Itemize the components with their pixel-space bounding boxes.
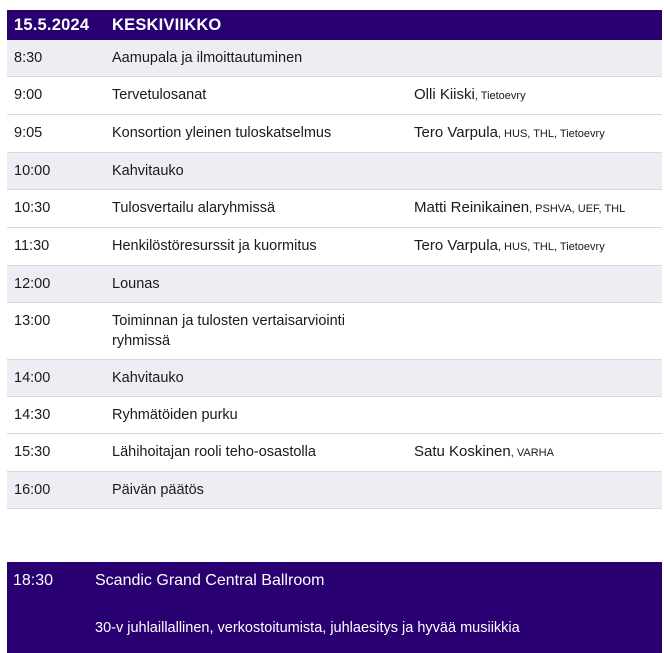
schedule-row	[7, 115, 662, 153]
schedule-rows	[7, 40, 662, 509]
day-schedule-table	[7, 10, 662, 509]
time-cell: 12:00	[14, 276, 51, 292]
time-cell: 8:30	[14, 50, 43, 66]
speaker-cell	[414, 236, 662, 257]
time-cell: 11:30	[14, 238, 50, 254]
schedule-row	[7, 303, 662, 360]
evening-description: 30-v juhlaillallinen, verkostoitumista, juhlaesitys ja hyvää musiikkia	[95, 620, 520, 636]
evening-header-line	[13, 571, 662, 591]
speaker-cell	[414, 123, 662, 144]
time-cell: 14:30	[14, 407, 51, 423]
speaker-cell	[414, 85, 662, 106]
speaker-name: Satu Koskinen	[414, 443, 511, 460]
evening-venue: Scandic Grand Central Ballroom	[95, 572, 325, 589]
speaker-affiliation: , HUS, THL, Tietoevry	[497, 128, 605, 140]
time-cell: 10:00	[14, 163, 51, 179]
schedule-row	[7, 434, 662, 472]
day-header-weekday: KESKIVIIKKO	[112, 15, 222, 34]
evening-time: 18:30	[13, 572, 54, 589]
schedule-row	[7, 397, 662, 434]
speaker-affiliation: , PSHVA, UEF, THL	[529, 203, 626, 215]
evening-event-block	[7, 562, 662, 653]
speaker-name: Tero Varpula	[414, 237, 498, 254]
time-cell: 9:00	[14, 87, 43, 103]
event-title: Kahvitauko	[112, 370, 184, 386]
event-title: Konsortion yleinen tuloskatselmus	[112, 125, 332, 141]
time-cell: 14:00	[14, 370, 51, 386]
speaker-affiliation: , Tietoevry	[474, 90, 526, 102]
speaker-name: Tero Varpula	[414, 124, 498, 141]
event-title: Kahvitauko	[112, 163, 184, 179]
speaker-affiliation: , HUS, THL, Tietoevry	[497, 241, 605, 253]
schedule-row	[7, 77, 662, 115]
speaker-cell	[414, 198, 662, 219]
time-cell: 9:05	[14, 125, 43, 141]
agenda-page	[0, 10, 664, 653]
time-cell: 13:00	[14, 313, 51, 329]
schedule-row	[7, 40, 662, 77]
speaker-cell	[414, 442, 662, 463]
schedule-row	[7, 228, 662, 266]
event-title: Päivän päätös	[112, 482, 204, 498]
event-title: Tervetulosanat	[112, 87, 207, 103]
event-title: Tulosvertailu alaryhmissä	[112, 200, 276, 216]
schedule-row	[7, 190, 662, 228]
time-cell: 15:30	[14, 444, 51, 460]
day-header	[7, 10, 662, 40]
time-cell: 10:30	[14, 200, 51, 216]
event-title: Ryhmätöiden purku	[112, 407, 238, 423]
schedule-row	[7, 266, 662, 303]
event-title: Aamupala ja ilmoittautuminen	[112, 50, 303, 66]
schedule-row	[7, 360, 662, 397]
speaker-affiliation: , VARHA	[510, 447, 554, 459]
day-header-date: 15.5.2024	[14, 15, 90, 34]
schedule-row	[7, 472, 662, 509]
event-title: Lähihoitajan rooli teho-osastolla	[112, 444, 316, 460]
event-title: Toiminnan ja tulosten vertaisarviointi ryhmissä	[112, 313, 345, 349]
schedule-row	[7, 153, 662, 190]
speaker-name: Matti Reinikainen	[414, 199, 530, 216]
event-title: Henkilöstöresurssit ja kuormitus	[112, 238, 317, 254]
speaker-name: Olli Kiiski	[414, 86, 475, 103]
time-cell: 16:00	[14, 482, 51, 498]
event-title: Lounas	[112, 276, 160, 292]
